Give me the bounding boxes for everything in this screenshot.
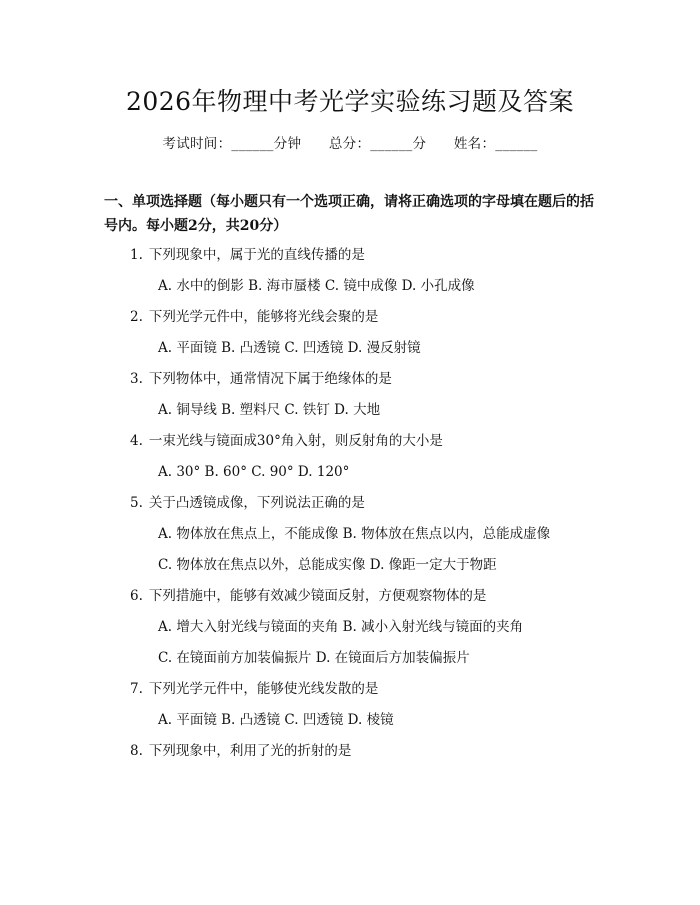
question-7 [130, 674, 620, 705]
question-text: 下列现象中，属于光的直线传播的是 [148, 247, 365, 263]
question-text: 下列光学元件中，能够将光线会聚的是 [148, 309, 379, 325]
question-6-options-line-1: A. 增大入射光线与镜面的夹角 B. 减小入射光线与镜面的夹角 [158, 619, 524, 635]
question-number: 4. [130, 433, 143, 449]
question-5-options-line-1: A. 物体放在焦点上，不能成像 B. 物体放在焦点以内，总能成虚像 [158, 526, 551, 542]
question-text: 下列措施中，能够有效减少镜面反射，方便观察物体的是 [148, 588, 487, 604]
question-list [130, 240, 620, 767]
question-number: 3. [130, 371, 143, 387]
question-text: 下列光学元件中，能够使光线发散的是 [148, 681, 379, 697]
question-1-options: A. 水中的倒影 B. 海市蜃楼 C. 镜中成像 D. 小孔成像 [158, 278, 475, 294]
section-heading: 一、单项选择题（每小题只有一个选项正确，请将正确选项的字母填在题后的括号内。每小题2分，共20分） [104, 194, 594, 234]
question-2-options: A. 平面镜 B. 凸透镜 C. 凹透镜 D. 漫反射镜 [158, 340, 421, 356]
question-2 [130, 302, 620, 333]
page-title: 2026年物理中考光学实验练习题及答案 [125, 87, 575, 116]
question-3-options: A. 铜导线 B. 塑料尺 C. 铁钉 D. 大地 [158, 402, 381, 418]
question-5-options-line-2: C. 物体放在焦点以外，总能成实像 D. 像距一定大于物距 [158, 557, 497, 573]
question-text: 一束光线与镜面成30°角入射，则反射角的大小是 [148, 433, 443, 449]
question-3 [130, 364, 620, 395]
question-1 [130, 240, 620, 271]
question-text: 关于凸透镜成像，下列说法正确的是 [148, 495, 365, 511]
question-text: 下列现象中，利用了光的折射的是 [148, 743, 352, 759]
question-8 [130, 736, 620, 767]
question-number: 5. [130, 495, 143, 511]
question-text: 下列物体中，通常情况下属于绝缘体的是 [148, 371, 392, 387]
question-number: 1. [130, 247, 143, 263]
question-4 [130, 426, 620, 457]
question-6 [130, 581, 620, 612]
question-4-options: A. 30° B. 60° C. 90° D. 120° [158, 464, 350, 480]
question-5 [130, 488, 620, 519]
question-7-options: A. 平面镜 B. 凸透镜 C. 凹透镜 D. 棱镜 [158, 712, 394, 728]
question-6-options-line-2: C. 在镜面前方加装偏振片 D. 在镜面后方加装偏振片 [158, 650, 470, 666]
question-number: 6. [130, 588, 143, 604]
question-number: 8. [130, 743, 143, 759]
question-number: 2. [130, 309, 143, 325]
exam-info-line: 考试时间：______分钟 总分：______分 姓名：______ [162, 136, 538, 152]
question-number: 7. [130, 681, 143, 697]
